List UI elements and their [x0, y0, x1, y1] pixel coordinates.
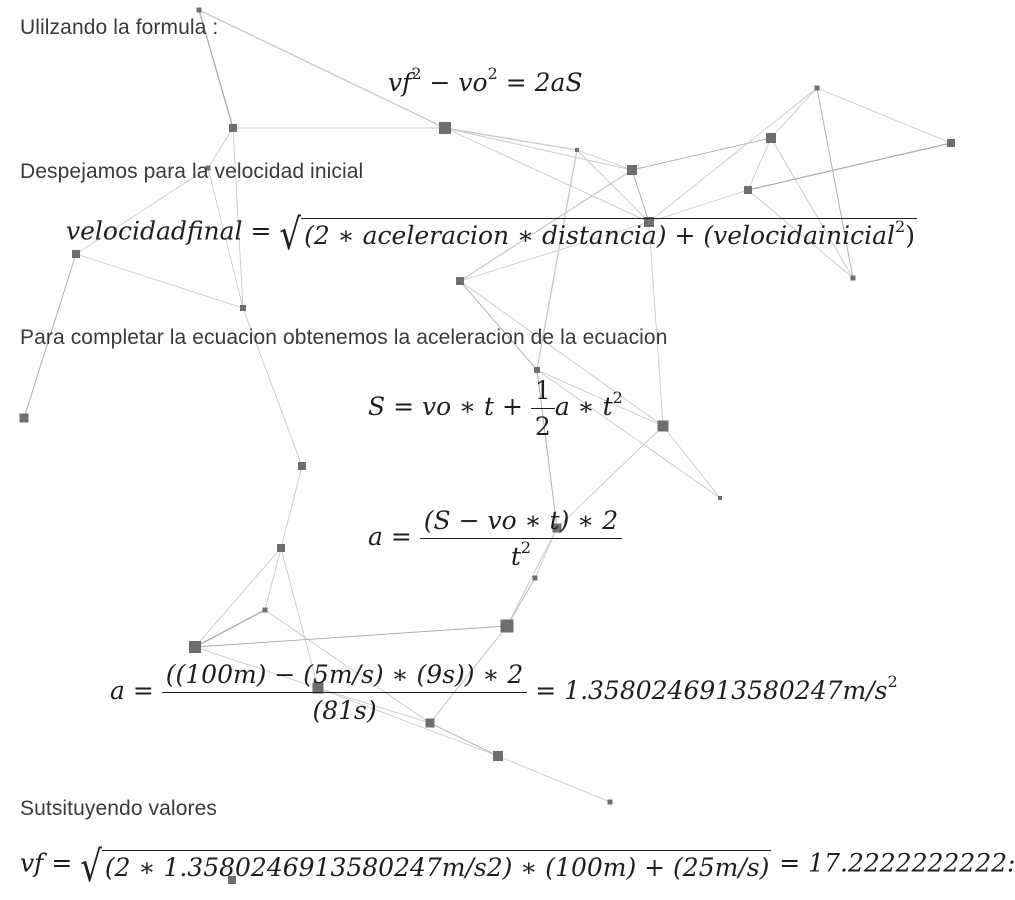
- eq1-vo: vo: [458, 68, 488, 97]
- network-node: [298, 462, 306, 470]
- eq2-lhs: velocidadfinal: [66, 216, 243, 246]
- network-edge: [195, 610, 265, 647]
- network-edge: [748, 138, 771, 190]
- eq2-radicand-a: (2 ∗ aceleracion ∗ distancia) + (velocidainicial: [304, 221, 895, 250]
- eq1-exp-b: 2: [487, 64, 498, 83]
- eq4-den-wrap: [420, 539, 622, 569]
- eq5-fraction: [162, 662, 528, 723]
- sustituyendo-text: Sutsituyendo valores: [20, 797, 217, 820]
- eq3-rest: a ∗ t: [554, 392, 613, 421]
- eq4-num: (S − vo ∗ t) ∗ 2: [420, 508, 622, 539]
- network-node: [815, 86, 820, 91]
- network-edge: [577, 150, 649, 222]
- network-edge: [445, 128, 632, 170]
- network-edge: [577, 150, 632, 170]
- eq1-vf: vf: [388, 68, 412, 97]
- network-node: [493, 751, 503, 761]
- network-edge: [817, 88, 951, 143]
- sqrt-sign-icon: √: [80, 842, 102, 892]
- network-edge: [195, 626, 507, 647]
- network-node: [947, 139, 955, 147]
- network-node: [658, 421, 669, 432]
- eq5-rhs-exp: 2: [887, 672, 898, 691]
- eq3-den: 2: [534, 412, 551, 441]
- network-node: [501, 620, 514, 633]
- equation-kinematic: [388, 64, 583, 97]
- eq6-rhs: = 17.2222222222:: [771, 848, 1015, 878]
- eq4-lhs: a =: [368, 522, 420, 551]
- network-edge: [649, 88, 817, 222]
- network-node: [627, 165, 637, 175]
- eq1-minus: −: [421, 68, 459, 97]
- network-edge: [663, 426, 720, 498]
- despejamos-text: Despejamos para la velocidad inicial: [20, 160, 364, 183]
- network-node: [575, 148, 579, 152]
- eq1-rhs: = 2aS: [497, 68, 583, 97]
- equation-final-velocity: [20, 842, 1015, 900]
- eq6-lhs: vf =: [20, 848, 81, 878]
- eq3-fraction: [531, 378, 555, 439]
- eq4-fraction: [420, 508, 622, 569]
- eq5-rhs: = 1.3580246913580247m/s: [527, 676, 888, 705]
- eq5-lhs: a =: [110, 676, 162, 705]
- eq3-lhs: S = vo ∗ t +: [368, 392, 531, 421]
- network-node: [533, 576, 538, 581]
- eq3-exp: 2: [612, 388, 623, 407]
- eq2-sqrt: [279, 210, 917, 260]
- eq2-equals: =: [242, 216, 280, 246]
- network-node: [718, 496, 722, 500]
- network-node: [851, 276, 856, 281]
- network-node: [766, 133, 776, 143]
- network-node: [189, 641, 201, 653]
- eq1-exp-a: 2: [411, 64, 422, 83]
- network-edge: [632, 170, 649, 222]
- eq5-num: ((100m) − (5m/s) ∗ (9s)) ∗ 2: [162, 662, 528, 693]
- equation-velocidad-final: [66, 210, 917, 260]
- network-edge: [649, 222, 663, 426]
- network-node: [197, 8, 202, 13]
- network-edge: [445, 128, 649, 222]
- network-edge: [507, 578, 535, 626]
- eq6-sqrt: [80, 842, 771, 892]
- eq2-radicand-b: ): [905, 221, 915, 250]
- network-edge: [771, 138, 853, 278]
- network-edge: [430, 723, 498, 756]
- network-edge: [281, 466, 302, 548]
- network-node: [534, 367, 540, 373]
- equation-distance: [368, 378, 623, 439]
- eq5-den: (81s): [312, 696, 377, 725]
- network-edge: [632, 138, 771, 170]
- network-edge: [76, 254, 243, 308]
- network-node: [277, 544, 285, 552]
- eq4-den-exp: 2: [520, 538, 532, 557]
- network-node: [439, 122, 451, 134]
- network-edge: [445, 128, 577, 150]
- eq2-radicand: [301, 218, 917, 248]
- equation-acceleration-values: [110, 662, 898, 723]
- intro-text: Ulilzando la formula :: [20, 16, 219, 39]
- sqrt-sign-icon: √: [279, 210, 302, 260]
- network-node: [263, 608, 268, 613]
- network-node: [608, 800, 613, 805]
- eq6-radicand: (2 ∗ 1.3580246913580247m/s2) ∗ (100m) + (25m/s): [102, 850, 771, 880]
- network-edge: [498, 756, 610, 802]
- network-node: [72, 250, 80, 258]
- network-node: [456, 277, 464, 285]
- eq4-den: t: [510, 542, 521, 571]
- completar-text: Para completar la ecuacion obtenemos la aceleracion de la ecuacion: [20, 326, 668, 349]
- eq3-num: 1: [531, 378, 555, 409]
- equation-acceleration-formula: [368, 508, 622, 569]
- network-node: [744, 186, 752, 194]
- network-node: [20, 414, 29, 423]
- network-node: [240, 305, 246, 311]
- eq2-exp: 2: [895, 217, 906, 236]
- network-edge: [771, 88, 817, 138]
- network-node: [229, 124, 237, 132]
